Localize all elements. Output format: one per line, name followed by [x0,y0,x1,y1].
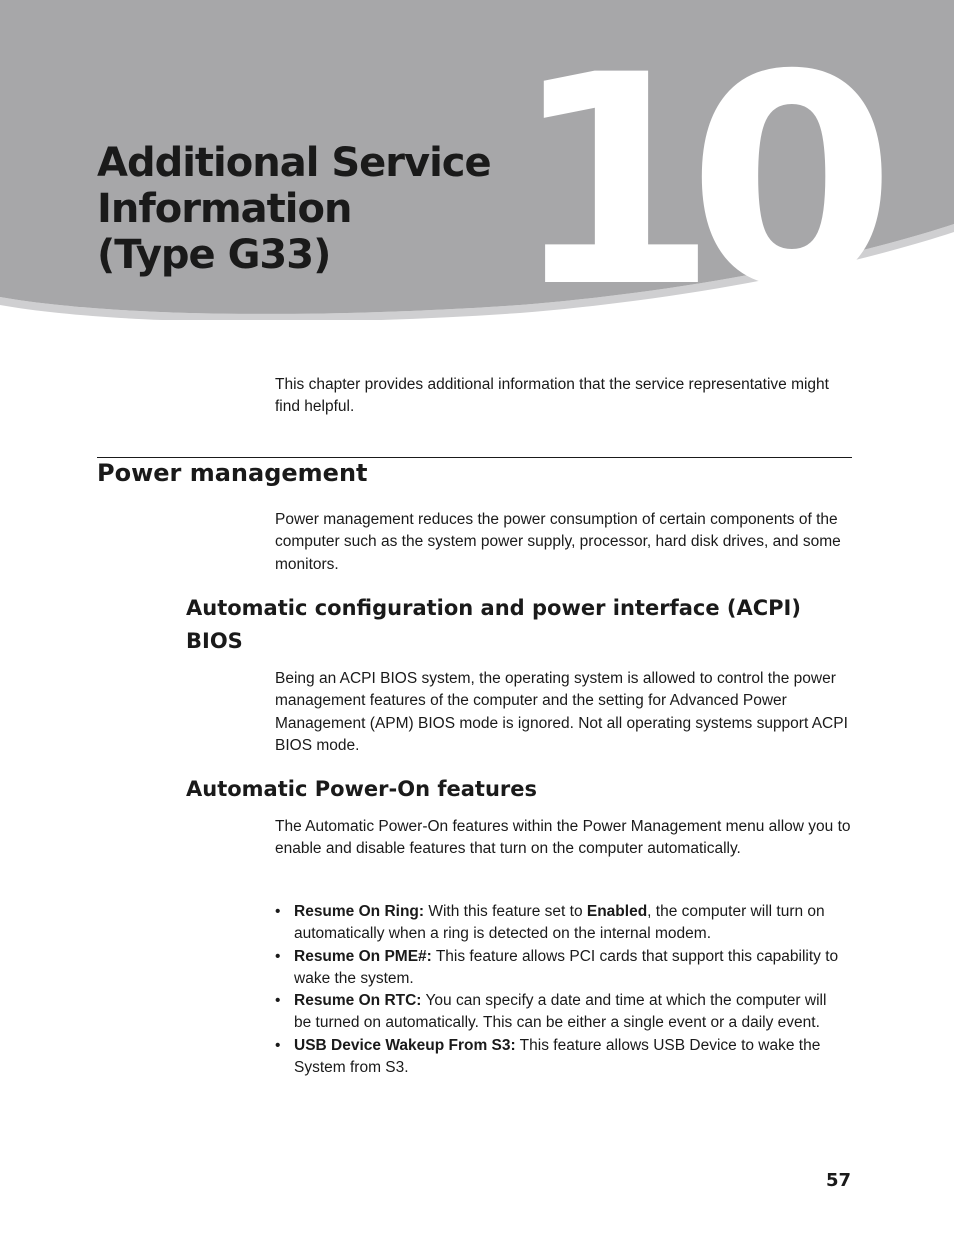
chapter-number: 10 [510,14,885,320]
acpi-heading [186,592,846,658]
feature-text: You can specify a date and time at which the computer will be turned on automatically. This can be either a single event or a daily event. [294,992,827,1032]
bullet-glyph: • [275,992,281,1010]
list-item [275,990,845,1035]
chapter-title-line: Additional Service [97,140,491,186]
feature-emphasis: Enabled [586,903,648,920]
feature-term: Resume On RTC: [294,992,422,1010]
intro-paragraph: This chapter provides additional information that the service representative might find helpful. [275,376,829,416]
section-paragraph: Power management reduces the power consumption of certain components of the computer such as the system power supply, processor, hard disk drives, and some monitors. [275,511,841,573]
page-number: 57 [826,1170,852,1191]
feature-text: , the computer will turn on automatically when a ring is detected on the internal modem. [294,903,825,943]
acpi-paragraph: Being an ACPI BIOS system, the operating system is allowed to control the power management features of the computer and the setting for Advanced Power Management (APM) BIOS mode is ignored. Not all operating systems support ACPI BIOS mode. [275,670,848,754]
bullet-glyph: • [275,1036,281,1054]
chapter-title [97,140,491,278]
feature-term: Resume On PME#: [294,947,432,965]
acpi-heading-line: Automatic configuration and power interface (ACPI) [186,596,801,620]
power-on-feature-list [275,901,845,1079]
feature-text: With this feature set to [424,903,587,920]
feature-term: Resume On Ring: [294,903,425,920]
bullet-glyph: • [275,947,281,965]
power-on-paragraph: The Automatic Power-On features within the Power Management menu allow you to enable and disable features that turn on the computer automatically. [275,818,851,858]
feature-term: USB Device Wakeup From S3: [294,1036,516,1054]
feature-text: This feature allows PCI cards that support this capability to wake the system. [294,947,839,987]
acpi-heading-line: BIOS [186,629,243,653]
feature-text: This feature allows USB Device to wake the System from S3. [294,1036,821,1077]
list-item [275,1035,845,1080]
bullet-glyph: • [275,903,281,920]
section-heading: Power management [97,459,368,487]
chapter-title-line: Information [97,186,352,232]
list-item [275,901,845,946]
chapter-title-line: (Type G33) [97,232,331,278]
power-on-heading: Automatic Power-On features [186,777,538,801]
list-item [275,946,845,991]
